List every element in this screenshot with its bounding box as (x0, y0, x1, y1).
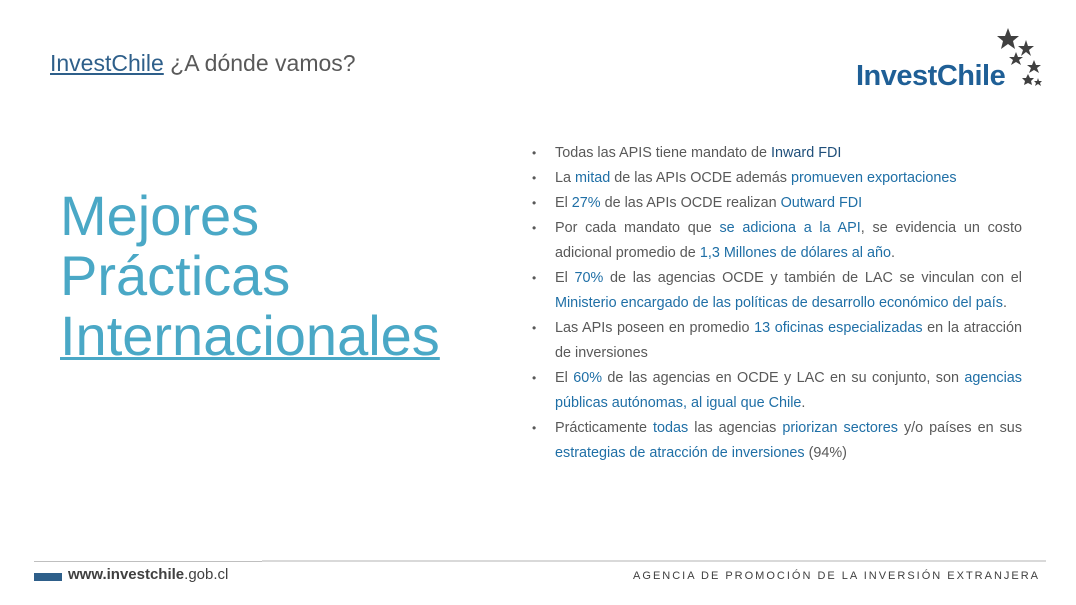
bullet-list (530, 141, 1022, 466)
logo-invest: Invest (856, 60, 937, 92)
bullet-item: • La mitad de las APIs OCDE además promueven exportaciones (530, 166, 1022, 191)
bullet-item: • El 70% de las agencias OCDE y también de LAC se vinculan con el Ministerio encargado de las políticas de desarrollo económico del país. (530, 266, 1022, 316)
header-brand-link[interactable]: InvestChile (50, 50, 164, 76)
investchile-logo (856, 26, 1046, 96)
main-title-line2: Prácticas (60, 244, 291, 307)
main-title-line1: Mejores (60, 184, 260, 247)
footer-url-suffix: .gob.cl (184, 566, 229, 583)
bullet-item: • Todas las APIS tiene mandato de Inward FDI (530, 141, 1022, 166)
bullet-item: • Por cada mandato que se adiciona a la API, se evidencia un costo adicional promedio de 1,3 Millones de dólares al año. (530, 216, 1022, 266)
main-title (60, 186, 440, 366)
bullet-item: • El 27% de las APIs OCDE realizan Outward FDI (530, 191, 1022, 216)
footer-accent-bar (34, 573, 62, 581)
logo-wordmark (856, 60, 1005, 93)
footer-url[interactable] (68, 566, 228, 583)
bullet-item: • Las APIs poseen en promedio 13 oficinas especializadas en la atracción de inversiones (530, 316, 1022, 366)
footer-agency-name: AGENCIA DE PROMOCIÓN DE LA INVERSIÓN EXTRANJERA (633, 570, 1040, 582)
footer-divider-shadow (262, 560, 1046, 562)
footer-url-prefix: www.investchile (68, 566, 185, 583)
bullet-item: • El 60% de las agencias en OCDE y LAC en su conjunto, son agencias públicas autónomas, al igual que Chile. (530, 366, 1022, 416)
slide-header (50, 50, 356, 77)
bullet-item: • Prácticamente todas las agencias priorizan sectores y/o países en sus estrategias de atracción de inversiones (94%) (530, 416, 1022, 466)
logo-chile: Chile (936, 60, 1006, 92)
main-title-line3: Internacionales (60, 304, 440, 367)
header-subtitle: ¿A dónde vamos? (163, 50, 356, 76)
